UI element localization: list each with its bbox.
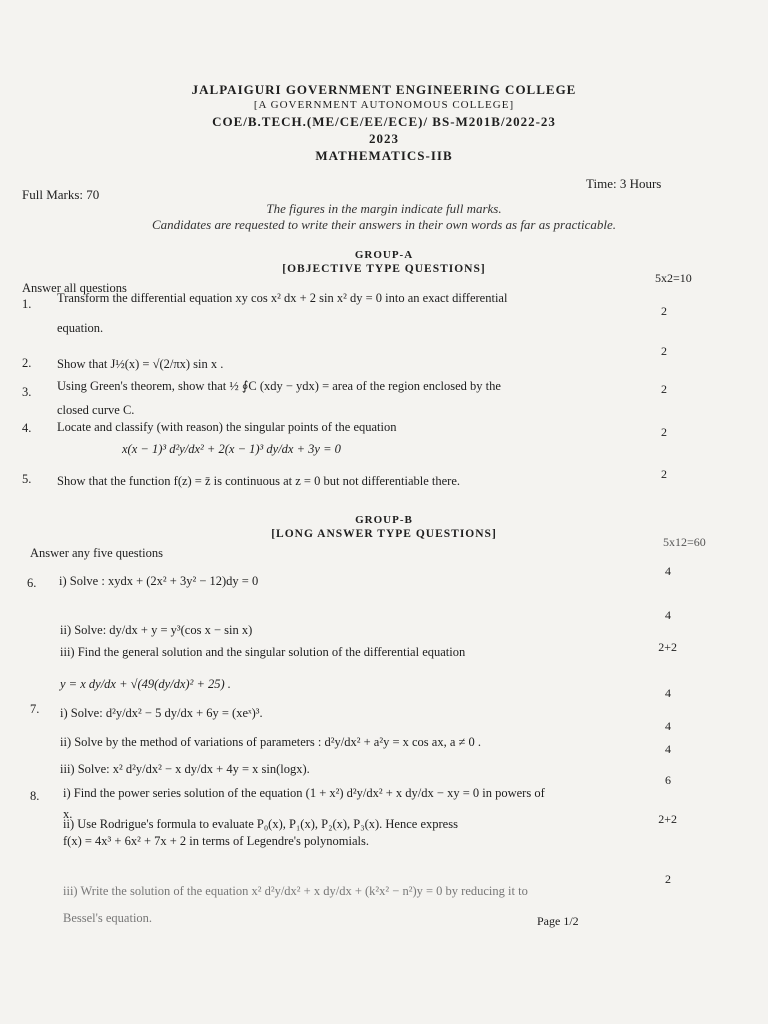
q8-part-iii-cont: Bessel's equation. — [63, 911, 153, 925]
question-text: Using Green's theorem, show that ½ ∮C (xdy − ydx) = area of the region enclosed by the — [57, 379, 501, 393]
q8-part-ii-cont: f(x) = 4x³ + 6x² + 7x + 2 in terms of Legendre's polynomials. — [63, 834, 369, 848]
group-b-marks: 5x12=60 — [663, 535, 706, 549]
autonomous-line: [A GOVERNMENT AUTONOMOUS COLLEGE] — [253, 99, 515, 111]
question-mark: 2 — [661, 467, 667, 481]
question-mark: 2 — [661, 304, 667, 318]
question-mark: 2 — [661, 344, 667, 358]
question-mark: 2 — [665, 872, 671, 886]
question-equation: x(x − 1)³ d²y/dx² + 2(x − 1)³ dy/dx + 3y = 0 — [122, 442, 341, 456]
group-a-subtitle: [OBJECTIVE TYPE QUESTIONS] — [282, 263, 486, 275]
subject-title: MATHEMATICS-IIB — [315, 148, 453, 163]
q8-part-i-cont: x. — [63, 807, 73, 821]
question-text: Transform the differential equation xy cos x² dx + 2 sin x² dy = 0 into an exact differential — [57, 291, 508, 305]
college-name: JALPAIGURI GOVERNMENT ENGINEERING COLLEGE — [191, 82, 577, 97]
group-b-title: GROUP-B — [355, 514, 413, 526]
question-mark: 4 — [665, 719, 671, 733]
page-number: Page 1/2 — [537, 914, 579, 928]
question-number: 5. — [22, 472, 32, 486]
answer-all-instruction: Answer all questions — [22, 281, 127, 295]
group-a-title: GROUP-A — [354, 249, 414, 261]
question-number: 4. — [22, 421, 32, 435]
question-number: 2. — [22, 356, 32, 370]
question-number: 7. — [30, 702, 40, 716]
q8-part-ii: ii) Use Rodrigue's formula to evaluate P₀(x), P₁(x), P₂(x), P₃(x). Hence express — [63, 817, 458, 831]
exam-year: 2023 — [369, 131, 399, 146]
question-text: Show that the function f(z) = z̄ is continuous at z = 0 but not differentiable there. — [57, 474, 460, 488]
question-mark: 2 — [661, 425, 667, 439]
question-number: 6. — [27, 576, 37, 590]
question-mark: 4 — [665, 564, 671, 578]
question-mark: 4 — [665, 742, 671, 756]
q6-part-i: i) Solve : xydx + (2x² + 3y² − 12)dy = 0 — [59, 574, 259, 588]
q7-part-i: i) Solve: d²y/dx² − 5 dy/dx + 6y = (xeˣ)³. — [60, 706, 263, 720]
group-b-subtitle: [LONG ANSWER TYPE QUESTIONS] — [271, 528, 497, 540]
question-mark: 2 — [661, 382, 667, 396]
q8-part-iii: iii) Write the solution of the equation x² d²y/dx² + x dy/dx + (k²x² − n²)y = 0 by reducing it to — [63, 884, 528, 898]
answer-any-instruction: Answer any five questions — [30, 546, 163, 560]
full-marks: Full Marks: 70 — [22, 187, 100, 202]
exam-code: COE/B.TECH.(ME/CE/EE/ECE)/ BS-M201B/2022-23 — [212, 114, 556, 129]
question-text: Show that J½(x) = √(2/πx) sin x . — [57, 357, 224, 371]
question-mark: 4 — [665, 608, 671, 622]
question-mark: 2+2 — [658, 640, 677, 654]
question-text-cont: equation. — [57, 321, 104, 335]
instruction-2: Candidates are requested to write their answers in their own words as far as practicable. — [151, 217, 617, 232]
time-label: Time: 3 Hours — [586, 176, 662, 191]
question-number: 1. — [22, 297, 32, 311]
q6-part-iii: iii) Find the general solution and the singular solution of the differential equation — [60, 645, 466, 659]
q7-part-iii: iii) Solve: x² d²y/dx² − x dy/dx + 4y = x sin(logx). — [60, 762, 310, 776]
instruction-1: The figures in the margin indicate full marks. — [266, 201, 502, 216]
q6-part-iii-equation: y = x dy/dx + √(49(dy/dx)² + 25) . — [60, 677, 231, 691]
question-number: 8. — [30, 789, 40, 803]
question-text: Locate and classify (with reason) the singular points of the equation — [57, 420, 397, 434]
question-mark: 2+2 — [658, 812, 677, 826]
question-number: 3. — [22, 385, 32, 399]
question-mark: 6 — [665, 773, 671, 787]
question-text-cont: closed curve C. — [57, 403, 135, 417]
q7-part-ii: ii) Solve by the method of variations of parameters : d²y/dx² + a²y = x cos ax, a ≠ 0 . — [60, 735, 481, 749]
question-mark: 4 — [665, 686, 671, 700]
q6-part-ii: ii) Solve: dy/dx + y = y³(cos x − sin x) — [60, 623, 253, 637]
q8-part-i: i) Find the power series solution of the equation (1 + x²) d²y/dx² + x dy/dx − xy = 0 in powers of — [63, 786, 545, 800]
group-a-marks: 5x2=10 — [655, 271, 692, 285]
